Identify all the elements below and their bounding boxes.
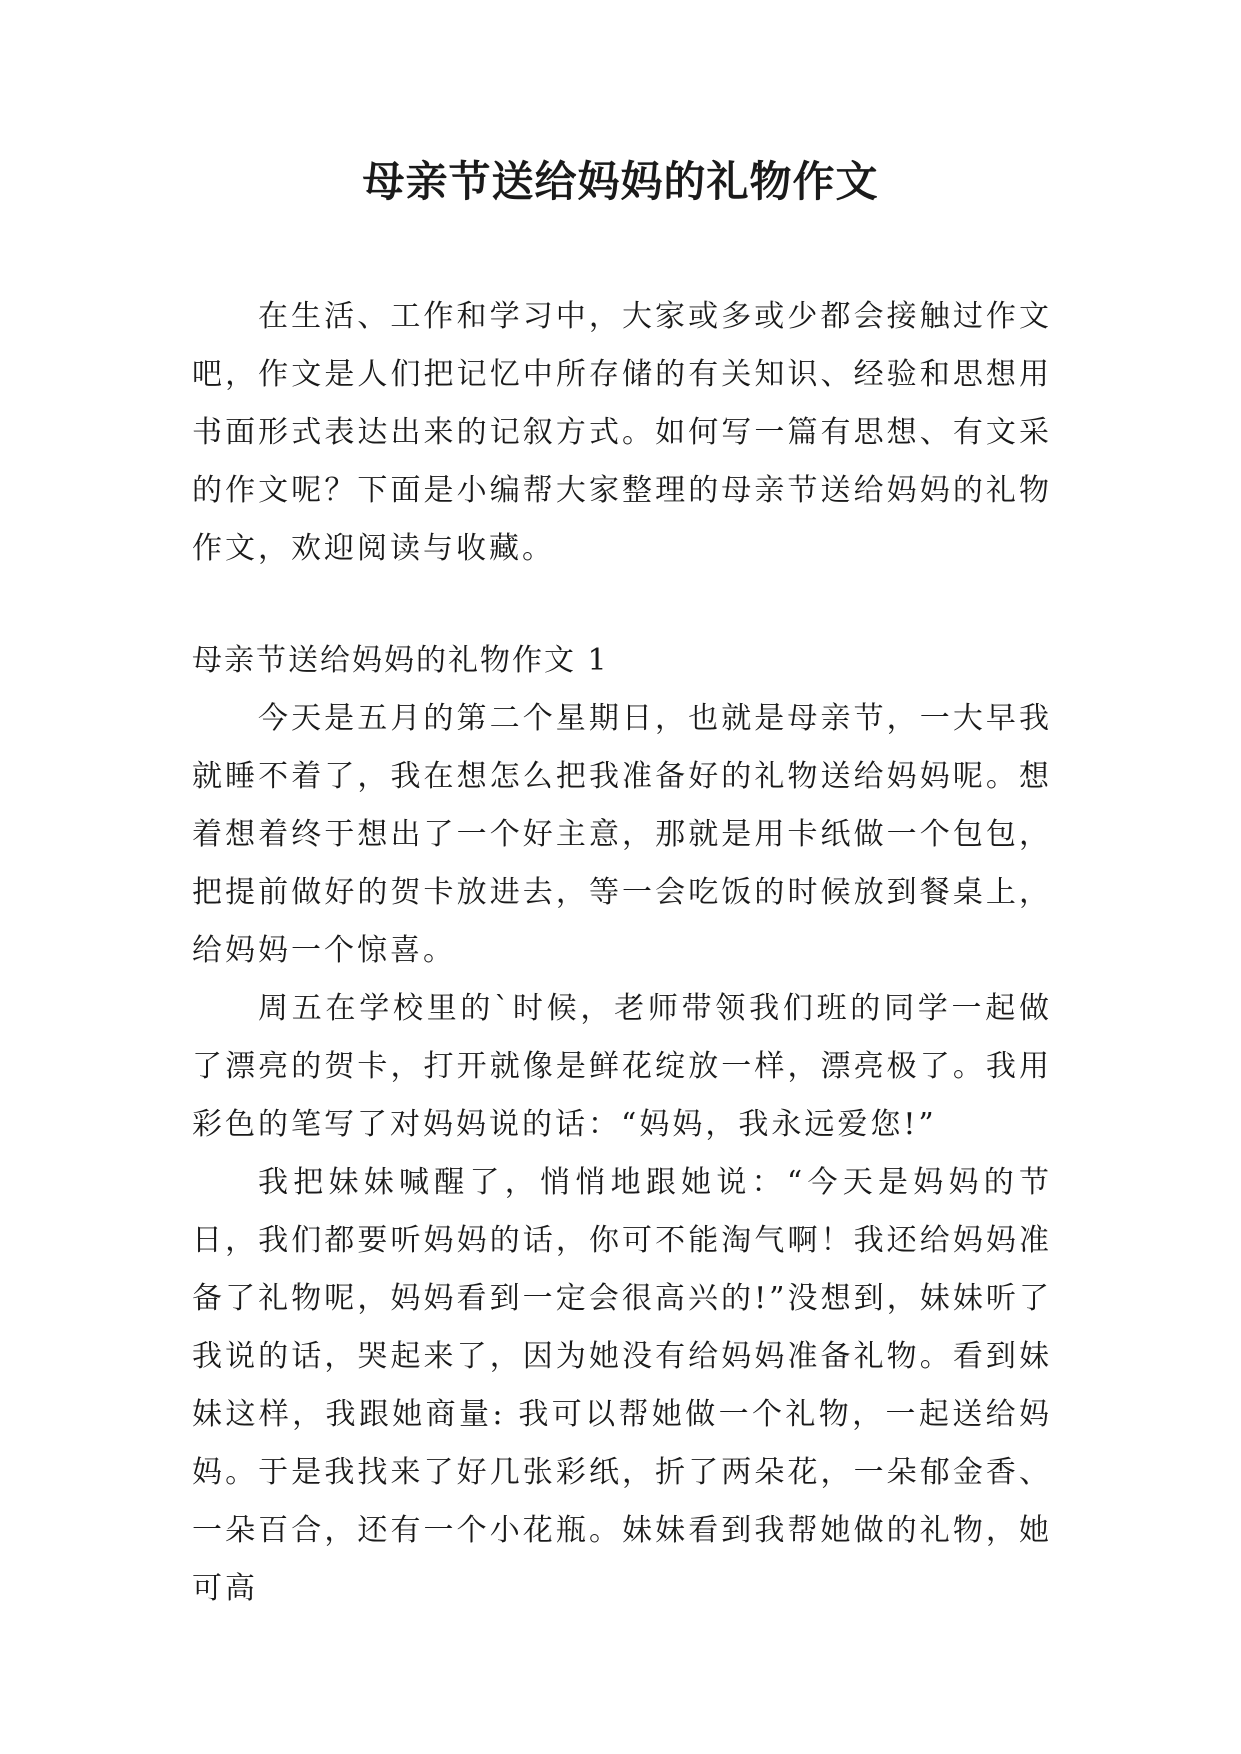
section-heading: 母亲节送给妈妈的礼物作文 1: [192, 643, 609, 678]
document-body: [192, 288, 1052, 1618]
body-paragraph-3: 我把妹妹喊醒了，悄悄地跟她说：“今天是妈妈的节日，我们都要听妈妈的话，你可不能淘气啊！我还给妈妈准备了礼物呢，妈妈看到一定会很高兴的!”没想到，妹妹听了我说的话，哭起来了，因为她没有给妈妈准备礼物。看到妹妹这样，我跟她商量: 我可以帮她做一个礼物，一起送给妈妈。于是我找来了好几张彩纸，折了两朵花，一朵郁金香、一朵百合，还有一个小花瓶。妹妹看到我帮她做的礼物，她可高: [192, 1165, 1052, 1606]
body-paragraph-2: 周五在学校里的`时候，老师带领我们班的同学一起做了漂亮的贺卡，打开就像是鲜花绽放一样，漂亮极了。我用彩色的笔写了对妈妈说的话：“妈妈，我永远爱您!”: [192, 991, 1052, 1142]
body-paragraph-1: 今天是五月的第二个星期日，也就是母亲节，一大早我就睡不着了，我在想怎么把我准备好的礼物送给妈妈呢。想着想着终于想出了一个好主意，那就是用卡纸做一个包包，把提前做好的贺卡放进去，等一会吃饭的时候放到餐桌上，给妈妈一个惊喜。: [192, 701, 1052, 968]
intro-paragraph: 在生活、工作和学习中，大家或多或少都会接触过作文吧，作文是人们把记忆中所存储的有关知识、经验和思想用书面形式表达出来的记叙方式。如何写一篇有思想、有文采的作文呢？下面是小编帮大家整理的母亲节送给妈妈的礼物作文，欢迎阅读与收藏。: [192, 299, 1052, 566]
document-title: 母亲节送给妈妈的礼物作文: [362, 157, 879, 206]
